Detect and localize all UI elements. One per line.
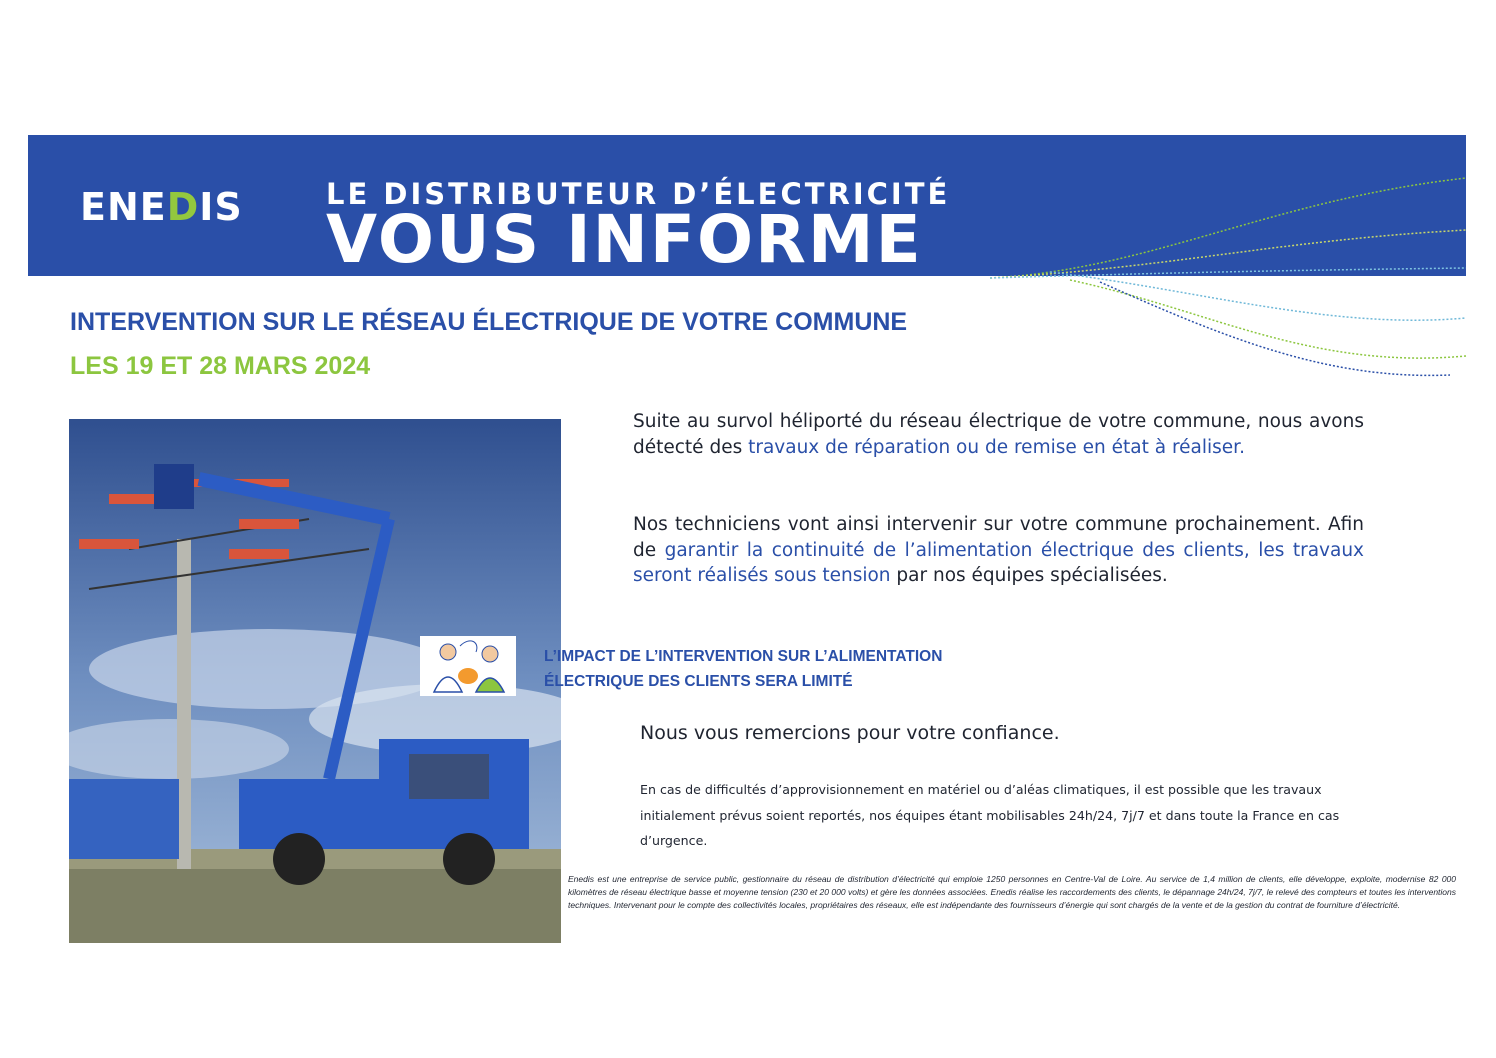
company-disclaimer: Enedis est une entreprise de service public, gestionnaire du réseau de distribution d’électricité qui emploie 1250 personnes en Centre-Val de Loire. Au service de 1,4 million de clients, elle développe, exploite, modernise 82 000 kilomètres de réseau électrique basse et moyenne tension (230 et 20 000 volts) et gère les données associées. Enedis réalise les raccordements des clients, le dépannage 24h/24, 7j/7, le relevé des compteurs et toutes les interventions techniques. Intervenant pour le compte des collectivités locales, propriétaires des réseaux, elle est indépendante des fournisseurs d’énergie qui sont chargés de la vente et de la gestion du contrat de fourniture d’électricité. xyxy=(568,874,1456,910)
technicians-icon xyxy=(420,636,516,696)
thanks-message: Nous vous remercions pour votre confiance. xyxy=(640,722,1060,744)
paragraph-technicians: Nos techniciens vont ainsi intervenir sur votre commune prochainement. Afin de garantir la continuité de l’alimentation électrique des clients, les travaux seront réalisés sous tension par nos équipes spécialisées. xyxy=(633,514,1364,586)
intervention-dates: LES 19 ET 28 MARS 2024 xyxy=(70,352,371,380)
decorative-wires xyxy=(950,160,1470,390)
banner-tagline: LE DISTRIBUTEUR D’ÉLECTRICITÉ xyxy=(326,177,951,211)
enedis-logo: ENEDIS xyxy=(80,185,243,229)
intervention-title: INTERVENTION SUR LE RÉSEAU ÉLECTRIQUE DE VOTRE COMMUNE xyxy=(70,308,908,336)
technicians-illustration xyxy=(420,636,516,696)
delay-note: En cas de difficultés d’approvisionnement en matériel ou d’aléas climatiques, il est possible que les travaux initialement prévus soient reportés, nos équipes étant mobilisables 24h/24, 7j/7 et dans toute la France en cas d’urgence. xyxy=(640,782,1340,848)
paragraph-survey: Suite au survol héliporté du réseau électrique de votre commune, nous avons détecté des travaux de réparation ou de remise en état à réaliser. xyxy=(633,411,1364,458)
impact-statement: L’IMPACT DE L’INTERVENTION SUR L’ALIMENTATION ÉLECTRIQUE DES CLIENTS SERA LIMITÉ xyxy=(544,648,943,690)
banner-headline: VOUS INFORME xyxy=(326,201,923,276)
